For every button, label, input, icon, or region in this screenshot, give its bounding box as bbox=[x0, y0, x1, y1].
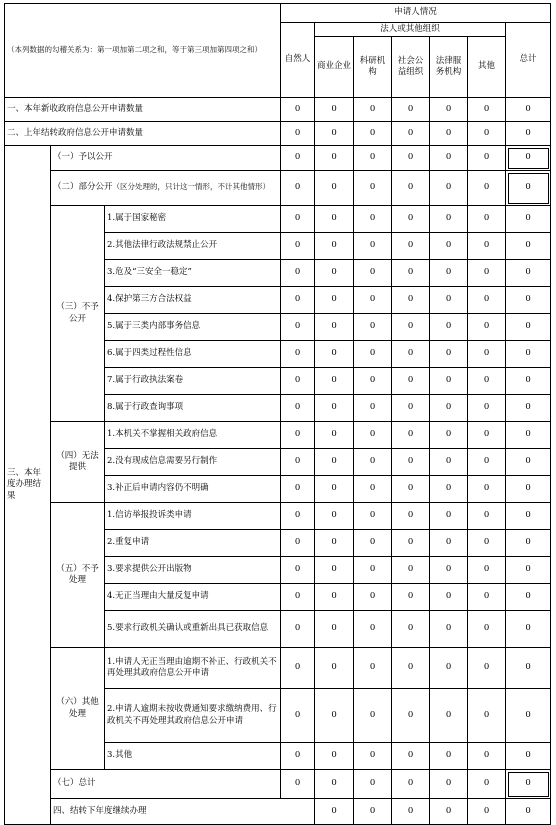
value-cell: 0 bbox=[392, 770, 430, 799]
value-cell: 0 bbox=[315, 530, 354, 557]
value-cell: 0 bbox=[506, 98, 551, 122]
value-cell: 0 bbox=[392, 743, 430, 770]
value-cell: 0 bbox=[392, 395, 430, 422]
value-cell: 0 bbox=[506, 557, 551, 584]
value-cell: 0 bbox=[430, 341, 468, 368]
value-cell: 0 bbox=[315, 743, 354, 770]
value-cell: 0 bbox=[315, 770, 354, 799]
value-cell: 0 bbox=[281, 368, 315, 395]
value-cell: 0 bbox=[430, 476, 468, 503]
row-total bbox=[5, 770, 551, 799]
value-cell: 0 bbox=[281, 770, 315, 799]
value-cell: 0 bbox=[430, 743, 468, 770]
value-cell: 0 bbox=[506, 689, 551, 743]
row-label: 二、上年结转政府信息公开申请数量 bbox=[5, 122, 281, 146]
value-cell: 0 bbox=[354, 799, 392, 825]
value-cell: 0 bbox=[281, 260, 315, 287]
value-cell: 0 bbox=[354, 743, 392, 770]
value-cell: 0 bbox=[354, 648, 392, 689]
value-cell: 0 bbox=[430, 611, 468, 648]
value-cell: 0 bbox=[392, 171, 430, 206]
value-cell: 0 bbox=[506, 233, 551, 260]
value-cell: 0 bbox=[468, 146, 506, 171]
value-cell: 0 bbox=[468, 233, 506, 260]
value-cell: 0 bbox=[354, 611, 392, 648]
value-cell: 0 bbox=[392, 260, 430, 287]
value-cell: 0 bbox=[315, 799, 354, 825]
value-cell: 0 bbox=[315, 476, 354, 503]
value-cell: 0 bbox=[315, 557, 354, 584]
item-label: 2.申请人逾期未按收费通知要求缴纳费用、行政机关不再处理其政府信息公开申请 bbox=[105, 689, 281, 743]
value-cell: 0 bbox=[506, 314, 551, 341]
value-cell: 0 bbox=[315, 171, 354, 206]
row-not-disclosed-1 bbox=[5, 206, 551, 233]
value-cell: 0 bbox=[506, 122, 551, 146]
value-cell: 0 bbox=[468, 314, 506, 341]
section-3-label: 三、本年度办理结果 bbox=[5, 146, 51, 825]
header-col-legal-service: 法律服务机构 bbox=[430, 37, 468, 98]
value-cell: 0 bbox=[430, 799, 468, 825]
value-cell: 0 bbox=[506, 530, 551, 557]
item-label: 2.没有现成信息需要另行制作 bbox=[105, 449, 281, 476]
value-cell: 0 bbox=[354, 314, 392, 341]
group-label-unable: （四）无法提供 bbox=[51, 422, 105, 503]
value-cell: 0 bbox=[281, 584, 315, 611]
value-cell: 0 bbox=[392, 799, 430, 825]
value-cell: 0 bbox=[430, 689, 468, 743]
value-cell: 0 bbox=[506, 743, 551, 770]
value-cell: 0 bbox=[281, 557, 315, 584]
item-label: 3.其他 bbox=[105, 743, 281, 770]
value-cell: 0 bbox=[468, 449, 506, 476]
value-cell: 0 bbox=[430, 287, 468, 314]
value-cell: 0 bbox=[468, 770, 506, 799]
header-col-research: 科研机构 bbox=[354, 37, 392, 98]
value-cell: 0 bbox=[354, 770, 392, 799]
group-label-not-disclosed: （三）不予公开 bbox=[51, 206, 105, 422]
value-cell: 0 bbox=[354, 260, 392, 287]
value-cell: 0 bbox=[468, 476, 506, 503]
value-cell: 0 bbox=[392, 341, 430, 368]
value-cell: 0 bbox=[392, 233, 430, 260]
row-carry-forward bbox=[5, 799, 551, 825]
value-cell: 0 bbox=[281, 206, 315, 233]
value-cell: 0 bbox=[354, 689, 392, 743]
row-label bbox=[51, 171, 281, 206]
value-cell: 0 bbox=[430, 260, 468, 287]
value-cell: 0 bbox=[354, 287, 392, 314]
value-cell: 0 bbox=[468, 689, 506, 743]
value-cell: 0 bbox=[281, 503, 315, 530]
value-cell: 0 bbox=[430, 449, 468, 476]
value-cell: 0 bbox=[506, 770, 551, 799]
value-cell: 0 bbox=[354, 449, 392, 476]
header-applicant-situation: 申请人情况 bbox=[281, 4, 551, 23]
value-cell: 0 bbox=[354, 98, 392, 122]
value-cell: 0 bbox=[506, 584, 551, 611]
value-cell: 0 bbox=[468, 171, 506, 206]
row-label: （一）予以公开 bbox=[51, 146, 281, 171]
header-col-total: 总计 bbox=[506, 23, 551, 98]
value-cell: 0 bbox=[315, 233, 354, 260]
value-cell: 0 bbox=[315, 98, 354, 122]
value-cell: 0 bbox=[392, 206, 430, 233]
value-cell: 0 bbox=[281, 233, 315, 260]
value-cell: 0 bbox=[392, 530, 430, 557]
value-cell: 0 bbox=[354, 530, 392, 557]
value-cell: 0 bbox=[430, 503, 468, 530]
value-cell: 0 bbox=[281, 530, 315, 557]
row-not-processed-1 bbox=[5, 503, 551, 530]
header-col-public-welfare: 社会公益组织 bbox=[392, 37, 430, 98]
value-cell: 0 bbox=[315, 341, 354, 368]
row-disclosed bbox=[5, 146, 551, 171]
value-cell: 0 bbox=[506, 368, 551, 395]
item-label: 3.补正后申请内容仍不明确 bbox=[105, 476, 281, 503]
value-cell: 0 bbox=[281, 122, 315, 146]
value-cell: 0 bbox=[281, 743, 315, 770]
value-cell: 0 bbox=[430, 395, 468, 422]
value-cell: 0 bbox=[506, 611, 551, 648]
value-cell: 0 bbox=[281, 449, 315, 476]
item-label: 1.属于国家秘密 bbox=[105, 206, 281, 233]
row-label: 四、结转下年度继续办理 bbox=[51, 799, 315, 825]
value-cell: 0 bbox=[506, 171, 551, 206]
value-cell: 0 bbox=[392, 368, 430, 395]
value-cell: 0 bbox=[468, 584, 506, 611]
item-label: 2.其他法律行政法规禁止公开 bbox=[105, 233, 281, 260]
value-cell: 0 bbox=[392, 557, 430, 584]
item-label: 3.要求提供公开出版物 bbox=[105, 557, 281, 584]
value-cell: 0 bbox=[354, 368, 392, 395]
value-cell: 0 bbox=[506, 476, 551, 503]
header-col-business: 商业企业 bbox=[315, 37, 354, 98]
value-cell: 0 bbox=[315, 314, 354, 341]
value-cell: 0 bbox=[392, 611, 430, 648]
value-cell: 0 bbox=[392, 476, 430, 503]
item-label: 7.属于行政执法案卷 bbox=[105, 368, 281, 395]
value-cell: 0 bbox=[468, 287, 506, 314]
item-label: 5.要求行政机关确认或重新出具已获取信息 bbox=[105, 611, 281, 648]
value-cell: 0 bbox=[315, 689, 354, 743]
value-cell: 0 bbox=[392, 122, 430, 146]
value-cell: 0 bbox=[354, 584, 392, 611]
value-cell: 0 bbox=[281, 422, 315, 449]
value-cell: 0 bbox=[430, 171, 468, 206]
item-label: 3.危及“三安全一稳定” bbox=[105, 260, 281, 287]
value-cell: 0 bbox=[392, 584, 430, 611]
value-cell: 0 bbox=[354, 341, 392, 368]
value-cell: 0 bbox=[354, 395, 392, 422]
value-cell: 0 bbox=[506, 341, 551, 368]
value-cell: 0 bbox=[506, 146, 551, 171]
value-cell: 0 bbox=[430, 368, 468, 395]
value-cell: 0 bbox=[468, 206, 506, 233]
value-cell: 0 bbox=[430, 557, 468, 584]
value-cell: 0 bbox=[315, 648, 354, 689]
value-cell: 0 bbox=[468, 648, 506, 689]
value-cell: 0 bbox=[281, 648, 315, 689]
item-label: 4.无正当理由大量反复申请 bbox=[105, 584, 281, 611]
value-cell: 0 bbox=[506, 422, 551, 449]
header-col-natural-person: 自然人 bbox=[281, 23, 315, 98]
value-cell: 0 bbox=[281, 314, 315, 341]
value-cell: 0 bbox=[468, 743, 506, 770]
value-cell: 0 bbox=[468, 503, 506, 530]
value-cell: 0 bbox=[315, 146, 354, 171]
value-cell: 0 bbox=[468, 530, 506, 557]
value-cell: 0 bbox=[430, 648, 468, 689]
group-label-not-processed: （五）不予处理 bbox=[51, 503, 105, 648]
item-label: 1.申请人无正当理由逾期不补正、行政机关不再处理其政府信息公开申请 bbox=[105, 648, 281, 689]
value-cell: 0 bbox=[281, 287, 315, 314]
value-cell: 0 bbox=[281, 395, 315, 422]
value-cell: 0 bbox=[506, 287, 551, 314]
row-label-note: （区分处理的，只计这一情形，不计其他情形） bbox=[112, 182, 271, 192]
value-cell: 0 bbox=[468, 341, 506, 368]
value-cell: 0 bbox=[392, 146, 430, 171]
row-new-requests bbox=[5, 98, 551, 122]
value-cell: 0 bbox=[506, 648, 551, 689]
row-label: （七）总计 bbox=[51, 770, 281, 799]
value-cell: 0 bbox=[430, 98, 468, 122]
value-cell: 0 bbox=[315, 206, 354, 233]
value-cell: 0 bbox=[430, 584, 468, 611]
row-other-processing-1 bbox=[5, 648, 551, 689]
header-note: （本列数据的勾稽关系为：第一项加第二项之和，等于第三项加第四项之和） bbox=[5, 4, 281, 98]
item-label: 6.属于四类过程性信息 bbox=[105, 341, 281, 368]
value-cell: 0 bbox=[392, 648, 430, 689]
row-label-main: （二）部分公开 bbox=[53, 182, 113, 193]
value-cell: 0 bbox=[430, 233, 468, 260]
value-cell: 0 bbox=[506, 206, 551, 233]
value-cell: 0 bbox=[281, 146, 315, 171]
value-cell: 0 bbox=[468, 611, 506, 648]
value-cell: 0 bbox=[315, 122, 354, 146]
value-cell: 0 bbox=[354, 206, 392, 233]
value-cell: 0 bbox=[315, 611, 354, 648]
value-cell: 0 bbox=[506, 503, 551, 530]
value-cell: 0 bbox=[468, 422, 506, 449]
value-cell: 0 bbox=[430, 122, 468, 146]
value-cell: 0 bbox=[315, 368, 354, 395]
government-info-disclosure-table bbox=[4, 3, 551, 825]
value-cell: 0 bbox=[281, 341, 315, 368]
value-cell: 0 bbox=[430, 770, 468, 799]
value-cell: 0 bbox=[281, 98, 315, 122]
value-cell: 0 bbox=[468, 395, 506, 422]
value-cell: 0 bbox=[506, 799, 551, 825]
value-cell: 0 bbox=[392, 287, 430, 314]
value-cell: 0 bbox=[315, 503, 354, 530]
value-cell: 0 bbox=[468, 98, 506, 122]
value-cell: 0 bbox=[354, 146, 392, 171]
value-cell: 0 bbox=[430, 530, 468, 557]
header-legal-org: 法人或其他组织 bbox=[315, 23, 506, 37]
value-cell: 0 bbox=[354, 171, 392, 206]
value-cell: 0 bbox=[468, 368, 506, 395]
value-cell: 0 bbox=[468, 122, 506, 146]
value-cell: 0 bbox=[354, 422, 392, 449]
value-cell: 0 bbox=[392, 689, 430, 743]
group-label-other-processing: （六）其他处理 bbox=[51, 648, 105, 770]
item-label: 8.属于行政查询事项 bbox=[105, 395, 281, 422]
value-cell: 0 bbox=[315, 287, 354, 314]
item-label: 5.属于三类内部事务信息 bbox=[105, 314, 281, 341]
value-cell: 0 bbox=[354, 233, 392, 260]
row-carried-over bbox=[5, 122, 551, 146]
value-cell: 0 bbox=[468, 260, 506, 287]
value-cell: 0 bbox=[430, 206, 468, 233]
value-cell: 0 bbox=[468, 557, 506, 584]
row-partially-disclosed bbox=[5, 171, 551, 206]
value-cell: 0 bbox=[392, 422, 430, 449]
header-col-other: 其他 bbox=[468, 37, 506, 98]
value-cell: 0 bbox=[315, 260, 354, 287]
value-cell: 0 bbox=[354, 503, 392, 530]
value-cell: 0 bbox=[430, 314, 468, 341]
item-label: 1.信访举报投诉类申请 bbox=[105, 503, 281, 530]
item-label: 4.保护第三方合法权益 bbox=[105, 287, 281, 314]
header-row-1 bbox=[5, 4, 551, 23]
value-cell: 0 bbox=[430, 422, 468, 449]
value-cell: 0 bbox=[506, 260, 551, 287]
item-label: 2.重复申请 bbox=[105, 530, 281, 557]
value-cell: 0 bbox=[315, 395, 354, 422]
value-cell: 0 bbox=[506, 395, 551, 422]
value-cell: 0 bbox=[392, 314, 430, 341]
value-cell: 0 bbox=[354, 476, 392, 503]
value-cell: 0 bbox=[430, 146, 468, 171]
value-cell: 0 bbox=[506, 449, 551, 476]
value-cell: 0 bbox=[281, 171, 315, 206]
value-cell: 0 bbox=[281, 476, 315, 503]
value-cell: 0 bbox=[281, 689, 315, 743]
value-cell: 0 bbox=[392, 449, 430, 476]
value-cell: 0 bbox=[468, 799, 506, 825]
value-cell: 0 bbox=[354, 557, 392, 584]
value-cell: 0 bbox=[281, 611, 315, 648]
item-label: 1.本机关不掌握相关政府信息 bbox=[105, 422, 281, 449]
value-cell: 0 bbox=[315, 422, 354, 449]
value-cell: 0 bbox=[354, 122, 392, 146]
value-cell: 0 bbox=[315, 584, 354, 611]
row-label: 一、本年新收政府信息公开申请数量 bbox=[5, 98, 281, 122]
row-unable-1 bbox=[5, 422, 551, 449]
value-cell: 0 bbox=[392, 503, 430, 530]
value-cell: 0 bbox=[315, 449, 354, 476]
value-cell: 0 bbox=[392, 98, 430, 122]
